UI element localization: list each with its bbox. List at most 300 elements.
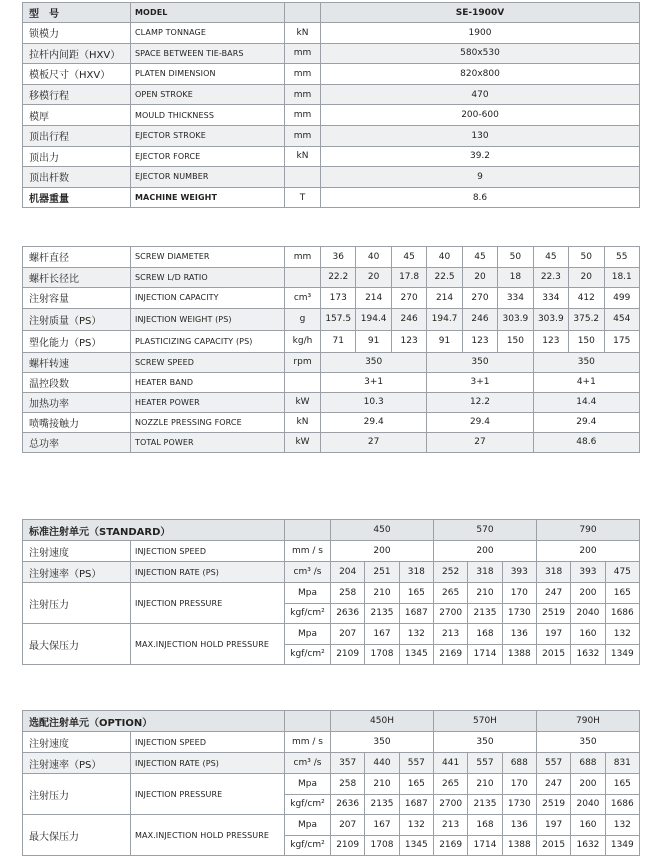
- standard-unit-label: 450: [331, 520, 434, 541]
- spec-label-en: PLATEN DIMENSION: [131, 64, 285, 85]
- screw-value: 173: [321, 288, 356, 309]
- screw-value: 270: [462, 288, 497, 309]
- screw-body: [23, 247, 640, 453]
- speed-value: 200: [433, 541, 536, 562]
- pressure-value-mpa: 165: [605, 583, 639, 604]
- spec-unit: T: [285, 187, 321, 208]
- screw-unit: [285, 267, 321, 288]
- speed-value: 200: [331, 541, 434, 562]
- pressure-value-kgf: 2636: [331, 603, 365, 624]
- hold-value-kgf: 1345: [399, 644, 433, 665]
- screw-label-zh: 螺杆长径比: [23, 267, 131, 288]
- option-speed-row: [23, 732, 640, 753]
- pressure-value-mpa: 247: [536, 583, 570, 604]
- hold-value-mpa: 168: [468, 624, 502, 645]
- screw-value: 175: [604, 330, 640, 352]
- rate-value: 251: [365, 562, 399, 583]
- screw-value: 55: [604, 247, 640, 268]
- screw-label-en: PLASTICIZING CAPACITY (PS): [131, 330, 285, 352]
- pressure-value-mpa: 258: [331, 774, 365, 795]
- speed-unit: mm / s: [285, 732, 331, 753]
- screw-value: 45: [391, 247, 426, 268]
- hold-value-kgf: 1349: [605, 644, 639, 665]
- standard-speed-row: [23, 541, 640, 562]
- pressure-label-en: INJECTION PRESSURE: [131, 774, 285, 815]
- hold-value-mpa: 132: [605, 624, 639, 645]
- hold-value-mpa: 160: [571, 624, 605, 645]
- spec-body: [23, 23, 640, 208]
- screw-row: [23, 330, 640, 352]
- screw-unit: g: [285, 308, 321, 330]
- screw-value: 454: [604, 308, 640, 330]
- speed-value: 350: [536, 732, 639, 753]
- hold-value-kgf: 2015: [536, 835, 570, 856]
- group-unit: kW: [285, 392, 321, 412]
- screw-table: [22, 246, 640, 453]
- standard-hold-row: [23, 624, 640, 645]
- hold-value-mpa: 167: [365, 624, 399, 645]
- screw-value: 123: [391, 330, 426, 352]
- speed-unit: mm / s: [285, 541, 331, 562]
- hold-value-mpa: 168: [468, 815, 502, 836]
- screw-row: [23, 267, 640, 288]
- rate-value: 557: [536, 753, 570, 774]
- rate-value: 441: [433, 753, 467, 774]
- group-value: 14.4: [533, 392, 639, 412]
- hold-value-mpa: 136: [502, 624, 536, 645]
- spec-label-zh: 顶出杆数: [23, 167, 131, 188]
- screw-value: 123: [533, 330, 568, 352]
- rate-label-zh: 注射速率（PS）: [23, 562, 131, 583]
- option-unit-blank: [285, 711, 331, 732]
- pressure-unit-mpa: Mpa: [285, 774, 331, 795]
- pressure-value-kgf: 2040: [571, 794, 605, 815]
- hold-value-kgf: 1714: [468, 644, 502, 665]
- spec-unit: mm: [285, 125, 321, 146]
- rate-label-en: INJECTION RATE (PS): [131, 562, 285, 583]
- pressure-value-mpa: 165: [399, 583, 433, 604]
- screw-value: 334: [498, 288, 533, 309]
- screw-group-row: [23, 432, 640, 452]
- screw-value: 50: [498, 247, 533, 268]
- pressure-value-mpa: 247: [536, 774, 570, 795]
- hold-value-mpa: 132: [399, 815, 433, 836]
- group-value: 12.2: [427, 392, 533, 412]
- pressure-value-mpa: 200: [571, 583, 605, 604]
- hold-value-kgf: 2169: [433, 835, 467, 856]
- pressure-value-kgf: 2700: [433, 794, 467, 815]
- spec-row: [23, 64, 640, 85]
- model-label-en: MODEL: [131, 3, 285, 23]
- spec-label-en: MOULD THICKNESS: [131, 105, 285, 126]
- rate-value: 252: [433, 562, 467, 583]
- screw-value: 303.9: [533, 308, 568, 330]
- rate-value: 318: [536, 562, 570, 583]
- screw-value: 45: [462, 247, 497, 268]
- hold-value-mpa: 160: [571, 815, 605, 836]
- hold-value-kgf: 2015: [536, 644, 570, 665]
- screw-value: 18: [498, 267, 533, 288]
- pressure-value-kgf: 1686: [605, 794, 639, 815]
- spec-label-zh: 移模行程: [23, 84, 131, 105]
- group-value: 3+1: [427, 372, 533, 392]
- hold-value-mpa: 132: [399, 624, 433, 645]
- hold-unit-mpa: Mpa: [285, 815, 331, 836]
- pressure-value-mpa: 265: [433, 583, 467, 604]
- hold-value-kgf: 2109: [331, 644, 365, 665]
- spec-header-row: [23, 3, 640, 23]
- option-hold-row: [23, 815, 640, 836]
- option-pressure-row: [23, 774, 640, 795]
- hold-value-kgf: 1708: [365, 644, 399, 665]
- rate-value: 357: [331, 753, 365, 774]
- pressure-value-mpa: 210: [365, 583, 399, 604]
- screw-value: 36: [321, 247, 356, 268]
- hold-value-kgf: 1388: [502, 835, 536, 856]
- hold-value-mpa: 213: [433, 624, 467, 645]
- speed-label-zh: 注射速度: [23, 541, 131, 562]
- group-label-en: SCREW SPEED: [131, 352, 285, 372]
- spec-label-zh: 顶出行程: [23, 125, 131, 146]
- pressure-value-mpa: 170: [502, 774, 536, 795]
- screw-value: 17.8: [391, 267, 426, 288]
- screw-group-row: [23, 372, 640, 392]
- group-value: 29.4: [533, 412, 639, 432]
- group-label-zh: 总功率: [23, 432, 131, 452]
- standard-rate-row: [23, 562, 640, 583]
- pressure-label-zh: 注射压力: [23, 774, 131, 815]
- pressure-unit-kgf: kgf/cm²: [285, 794, 331, 815]
- pressure-value-kgf: 1730: [502, 794, 536, 815]
- screw-value: 303.9: [498, 308, 533, 330]
- screw-value: 20: [462, 267, 497, 288]
- screw-row: [23, 288, 640, 309]
- rate-value: 318: [399, 562, 433, 583]
- hold-value-mpa: 197: [536, 624, 570, 645]
- screw-value: 157.5: [321, 308, 356, 330]
- standard-table: [22, 519, 640, 665]
- pressure-value-mpa: 258: [331, 583, 365, 604]
- hold-value-kgf: 2109: [331, 835, 365, 856]
- screw-value: 194.4: [356, 308, 391, 330]
- rate-value: 557: [399, 753, 433, 774]
- pressure-value-kgf: 2135: [365, 603, 399, 624]
- hold-value-kgf: 1708: [365, 835, 399, 856]
- option-unit-label: 570H: [433, 711, 536, 732]
- screw-value: 91: [356, 330, 391, 352]
- pressure-value-mpa: 165: [399, 774, 433, 795]
- screw-label-zh: 注射质量（PS）: [23, 308, 131, 330]
- group-unit: kW: [285, 432, 321, 452]
- group-unit: kN: [285, 412, 321, 432]
- spec-unit: mm: [285, 64, 321, 85]
- rate-value: 393: [571, 562, 605, 583]
- group-value: 3+1: [321, 372, 427, 392]
- screw-value: 214: [356, 288, 391, 309]
- option-table: [22, 710, 640, 856]
- group-value: 4+1: [533, 372, 639, 392]
- spec-label-zh: 顶出力: [23, 146, 131, 167]
- option-title: 选配注射单元（OPTION）: [23, 711, 285, 732]
- option-body: [23, 711, 640, 856]
- screw-value: 123: [462, 330, 497, 352]
- spec-label-en: CLAMP TONNAGE: [131, 23, 285, 44]
- spec-label-zh: 机器重量: [23, 187, 131, 208]
- unit-cell: [285, 3, 321, 23]
- screw-label-zh: 注射容量: [23, 288, 131, 309]
- spec-row: [23, 84, 640, 105]
- option-unit-label: 790H: [536, 711, 639, 732]
- option-unit-label: 450H: [331, 711, 434, 732]
- screw-value: 334: [533, 288, 568, 309]
- spec-row: [23, 43, 640, 64]
- pressure-value-kgf: 1687: [399, 603, 433, 624]
- spec-unit: kN: [285, 146, 321, 167]
- screw-row: [23, 308, 640, 330]
- spec-label-zh: 模板尺寸（HXV）: [23, 64, 131, 85]
- screw-label-en: INJECTION CAPACITY: [131, 288, 285, 309]
- standard-body: [23, 520, 640, 665]
- standard-pressure-row: [23, 583, 640, 604]
- group-value: 29.4: [321, 412, 427, 432]
- rate-value: 393: [502, 562, 536, 583]
- spec-value: 1900: [321, 23, 640, 44]
- screw-group-row: [23, 392, 640, 412]
- screw-value: 22.5: [427, 267, 462, 288]
- spec-label-zh: 拉杆内间距（HXV）: [23, 43, 131, 64]
- group-value: 350: [533, 352, 639, 372]
- hold-unit-mpa: Mpa: [285, 624, 331, 645]
- hold-unit-kgf: kgf/cm²: [285, 644, 331, 665]
- standard-title: 标准注射单元（STANDARD）: [23, 520, 285, 541]
- group-value: 350: [427, 352, 533, 372]
- spec-row: [23, 187, 640, 208]
- hold-value-mpa: 213: [433, 815, 467, 836]
- group-label-en: NOZZLE PRESSING FORCE: [131, 412, 285, 432]
- pressure-value-kgf: 2636: [331, 794, 365, 815]
- screw-value: 22.3: [533, 267, 568, 288]
- screw-group-row: [23, 352, 640, 372]
- rate-unit: cm³ /s: [285, 753, 331, 774]
- hold-value-mpa: 136: [502, 815, 536, 836]
- screw-value: 375.2: [569, 308, 604, 330]
- hold-value-kgf: 1632: [571, 644, 605, 665]
- screw-value: 412: [569, 288, 604, 309]
- hold-label-zh: 最大保压力: [23, 815, 131, 856]
- screw-value: 20: [569, 267, 604, 288]
- standard-unit-blank: [285, 520, 331, 541]
- spec-unit: mm: [285, 105, 321, 126]
- spec-label-en: MACHINE WEIGHT: [131, 187, 285, 208]
- screw-value: 150: [569, 330, 604, 352]
- screw-group-row: [23, 412, 640, 432]
- hold-value-mpa: 197: [536, 815, 570, 836]
- group-label-zh: 喷嘴接触力: [23, 412, 131, 432]
- pressure-value-mpa: 265: [433, 774, 467, 795]
- pressure-value-kgf: 2135: [468, 794, 502, 815]
- screw-value: 150: [498, 330, 533, 352]
- spec-row: [23, 23, 640, 44]
- standard-unit-label: 570: [433, 520, 536, 541]
- group-label-zh: 加热功率: [23, 392, 131, 412]
- pressure-value-kgf: 2135: [365, 794, 399, 815]
- group-value: 29.4: [427, 412, 533, 432]
- screw-value: 50: [569, 247, 604, 268]
- screw-label-zh: 螺杆直径: [23, 247, 131, 268]
- spec-row: [23, 146, 640, 167]
- spec-label-en: EJECTOR STROKE: [131, 125, 285, 146]
- screw-unit: mm: [285, 247, 321, 268]
- spec-label-en: OPEN STROKE: [131, 84, 285, 105]
- spec-unit: mm: [285, 43, 321, 64]
- screw-value: 45: [533, 247, 568, 268]
- spec-value: 130: [321, 125, 640, 146]
- speed-value: 350: [433, 732, 536, 753]
- pressure-value-kgf: 2519: [536, 794, 570, 815]
- group-label-en: HEATER POWER: [131, 392, 285, 412]
- spec-table: [22, 2, 640, 208]
- spec-label-zh: 锁模力: [23, 23, 131, 44]
- screw-label-zh: 塑化能力（PS）: [23, 330, 131, 352]
- pressure-value-mpa: 200: [571, 774, 605, 795]
- hold-value-mpa: 207: [331, 624, 365, 645]
- pressure-value-mpa: 210: [468, 774, 502, 795]
- screw-value: 71: [321, 330, 356, 352]
- rate-value: 318: [468, 562, 502, 583]
- model-number: SE-1900V: [321, 3, 640, 23]
- hold-value-kgf: 1388: [502, 644, 536, 665]
- hold-label-en: MAX.INJECTION HOLD PRESSURE: [131, 624, 285, 665]
- hold-value-kgf: 2169: [433, 644, 467, 665]
- pressure-value-kgf: 1730: [502, 603, 536, 624]
- speed-label-zh: 注射速度: [23, 732, 131, 753]
- pressure-label-en: INJECTION PRESSURE: [131, 583, 285, 624]
- screw-row: [23, 247, 640, 268]
- screw-label-en: SCREW DIAMETER: [131, 247, 285, 268]
- pressure-label-zh: 注射压力: [23, 583, 131, 624]
- screw-label-en: SCREW L/D RATIO: [131, 267, 285, 288]
- spec-value: 470: [321, 84, 640, 105]
- group-value: 10.3: [321, 392, 427, 412]
- group-unit: [285, 372, 321, 392]
- hold-value-kgf: 1345: [399, 835, 433, 856]
- hold-value-mpa: 207: [331, 815, 365, 836]
- pressure-value-kgf: 2700: [433, 603, 467, 624]
- pressure-value-mpa: 165: [605, 774, 639, 795]
- spec-unit: mm: [285, 84, 321, 105]
- rate-value: 831: [605, 753, 639, 774]
- rate-label-en: INJECTION RATE (PS): [131, 753, 285, 774]
- pressure-value-kgf: 1687: [399, 794, 433, 815]
- screw-value: 40: [356, 247, 391, 268]
- rate-value: 557: [468, 753, 502, 774]
- rate-value: 475: [605, 562, 639, 583]
- screw-value: 91: [427, 330, 462, 352]
- group-label-zh: 温控段数: [23, 372, 131, 392]
- spec-unit: kN: [285, 23, 321, 44]
- rate-value: 688: [571, 753, 605, 774]
- rate-unit: cm³ /s: [285, 562, 331, 583]
- rate-value: 688: [502, 753, 536, 774]
- rate-value: 440: [365, 753, 399, 774]
- group-value: 350: [321, 352, 427, 372]
- pressure-value-kgf: 2135: [468, 603, 502, 624]
- screw-value: 246: [462, 308, 497, 330]
- screw-value: 214: [427, 288, 462, 309]
- speed-label-en: INJECTION SPEED: [131, 732, 285, 753]
- option-header-row: [23, 711, 640, 732]
- group-value: 27: [321, 432, 427, 452]
- screw-value: 18.1: [604, 267, 640, 288]
- screw-unit: cm³: [285, 288, 321, 309]
- screw-unit: kg/h: [285, 330, 321, 352]
- spec-label-en: EJECTOR FORCE: [131, 146, 285, 167]
- group-label-zh: 螺杆转速: [23, 352, 131, 372]
- speed-value: 350: [331, 732, 434, 753]
- pressure-unit-mpa: Mpa: [285, 583, 331, 604]
- hold-label-zh: 最大保压力: [23, 624, 131, 665]
- spec-value: 820x800: [321, 64, 640, 85]
- spec-row: [23, 167, 640, 188]
- hold-value-kgf: 1632: [571, 835, 605, 856]
- screw-value: 20: [356, 267, 391, 288]
- pressure-value-kgf: 1686: [605, 603, 639, 624]
- screw-value: 246: [391, 308, 426, 330]
- spec-value: 8.6: [321, 187, 640, 208]
- group-value: 27: [427, 432, 533, 452]
- spec-label-en: EJECTOR NUMBER: [131, 167, 285, 188]
- pressure-value-mpa: 210: [365, 774, 399, 795]
- screw-value: 22.2: [321, 267, 356, 288]
- speed-label-en: INJECTION SPEED: [131, 541, 285, 562]
- rate-value: 204: [331, 562, 365, 583]
- screw-value: 194.7: [427, 308, 462, 330]
- screw-value: 40: [427, 247, 462, 268]
- pressure-value-kgf: 2519: [536, 603, 570, 624]
- spec-unit: [285, 167, 321, 188]
- hold-value-mpa: 167: [365, 815, 399, 836]
- spec-value: 580x530: [321, 43, 640, 64]
- option-rate-row: [23, 753, 640, 774]
- pressure-value-kgf: 2040: [571, 603, 605, 624]
- hold-label-en: MAX.INJECTION HOLD PRESSURE: [131, 815, 285, 856]
- screw-label-en: INJECTION WEIGHT (PS): [131, 308, 285, 330]
- spec-label-en: SPACE BETWEEN TIE-BARS: [131, 43, 285, 64]
- screw-value: 499: [604, 288, 640, 309]
- standard-unit-label: 790: [536, 520, 639, 541]
- speed-value: 200: [536, 541, 639, 562]
- hold-value-mpa: 132: [605, 815, 639, 836]
- model-label-zh: 型 号: [23, 3, 131, 23]
- group-label-en: TOTAL POWER: [131, 432, 285, 452]
- group-unit: rpm: [285, 352, 321, 372]
- spec-row: [23, 125, 640, 146]
- screw-value: 270: [391, 288, 426, 309]
- spec-value: 200-600: [321, 105, 640, 126]
- standard-header-row: [23, 520, 640, 541]
- pressure-unit-kgf: kgf/cm²: [285, 603, 331, 624]
- hold-unit-kgf: kgf/cm²: [285, 835, 331, 856]
- rate-label-zh: 注射速率（PS）: [23, 753, 131, 774]
- spec-label-zh: 模厚: [23, 105, 131, 126]
- hold-value-kgf: 1714: [468, 835, 502, 856]
- pressure-value-mpa: 210: [468, 583, 502, 604]
- group-value: 48.6: [533, 432, 639, 452]
- hold-value-kgf: 1349: [605, 835, 639, 856]
- spec-value: 39.2: [321, 146, 640, 167]
- spec-row: [23, 105, 640, 126]
- group-label-en: HEATER BAND: [131, 372, 285, 392]
